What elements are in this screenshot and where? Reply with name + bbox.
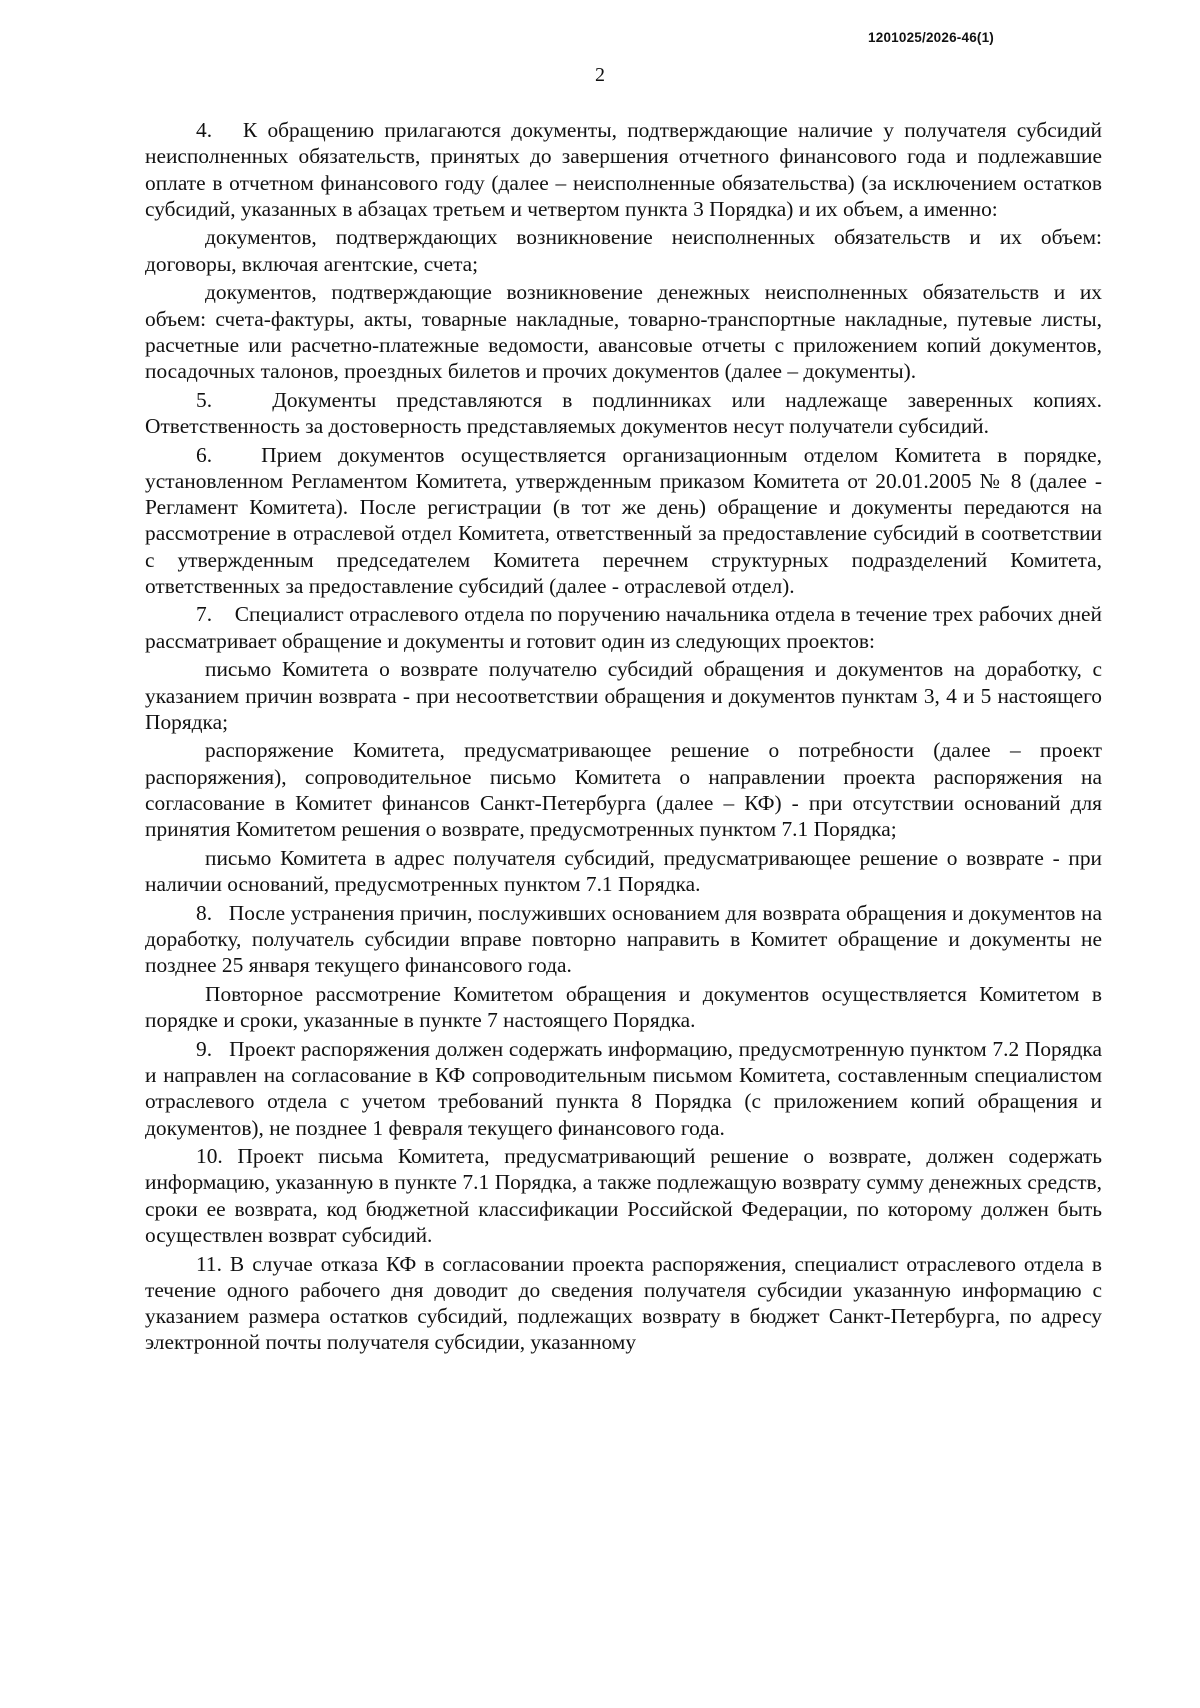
paragraph: письмо Комитета о возврате получателю субсидий обращения и документов на доработку, с указанием причин возврата - при несоответствии обращения и документов пунктам 3, 4 и 5 настоящего Порядка; (145, 657, 1102, 734)
paragraph-item-5: 5. Документы представляются в подлинниках или надлежаще заверенных копиях. Ответственность за достоверность представляемых документов несут получатели субсидий. (145, 387, 1102, 438)
paragraph: документов, подтверждающих возникновение неисполненных обязательств и их объем: договоры, включая агентские, счета; (145, 225, 1102, 276)
paragraph-item-10: 10. Проект письма Комитета, предусматривающий решение о возврате, должен содержать информацию, указанную в пункте 7.1 Порядка, а также подлежащую возврату сумму денежных средств, сроки ее возврата, код бюджетной классификации Российской Федерации, по которому должен быть осуществлен возврат субсидий. (145, 1144, 1102, 1247)
paragraph: письмо Комитета в адрес получателя субсидий, предусматривающее решение о возврате - при наличии оснований, предусмотренных пунктом 7.1 Порядка. (145, 845, 1102, 897)
paragraph-item-6: 6. Прием документов осуществляется организационным отделом Комитета в порядке, установленном Регламентом Комитета, утвержденным приказом Комитета от 20.01.2005 № 8 (далее - Регламент Комитета). После регистрации (в тот же день) обращение и документы передаются на рассмотрение в отраслевой отдел Комитета, ответственный за предоставление субсидий в соответствии с утвержденным председателем Комитета перечнем структурных подразделений Комитета, ответственных за предоставление субсидий (далее - отраслевой отдел). (145, 442, 1102, 598)
paragraph-item-9: 9. Проект распоряжения должен содержать информацию, предусмотренную пунктом 7.2 Порядка и направлен на согласование в КФ сопроводительным письмом Комитета, составленным специалистом отраслевого отдела с учетом требований пункта 8 Порядка (с приложением копий обращения и документов), не позднее 1 февраля текущего финансового года. (145, 1036, 1102, 1140)
paragraph-item-11: 11. В случае отказа КФ в согласовании проекта распоряжения, специалист отраслевого отдела в течение одного рабочего дня доводит до сведения получателя субсидии указанную информацию с указанием размера остатков субсидий, подлежащих возврату в бюджет Санкт-Петербурга, по адресу электронной почты получателя субсидии, указанному (145, 1251, 1102, 1355)
paragraph-item-4: 4. К обращению прилагаются документы, подтверждающие наличие у получателя субсидий неисполненных обязательств, принятых до завершения отчетного финансового года и подлежавшие оплате в отчетном финансового году (далее – неисполненные обязательства) (за исключением остатков субсидий, указанных в абзацах третьем и четвертом пункта 3 Порядка) и их объем, а именно: (145, 118, 1102, 221)
paragraph-item-7: 7. Специалист отраслевого отдела по поручению начальника отдела в течение трех рабочих дней рассматривает обращение и документы и готовит один из следующих проектов: (145, 602, 1102, 653)
paragraph: документов, подтверждающие возникновение денежных неисполненных обязательств и их объем: счета-фактуры, акты, товарные накладные, товарно-транспортные накладные, путевые листы, расчетные или расчетно-платежные ведомости, авансовые отчеты с приложением копий документов, посадочных талонов, проездных билетов и прочих документов (далее – документы). (145, 280, 1102, 384)
page-number: 2 (595, 64, 605, 86)
paragraph: распоряжение Комитета, предусматривающее решение о потребности (далее – проект распоряжения), сопроводительное письмо Комитета о направлении проекта распоряжения на согласование в Комитет финансов Санкт-Петербурга (далее – КФ) - при отсутствии оснований для принятия Комитетом решения о возврате, предусмотренных пунктом 7.1 Порядка; (145, 738, 1102, 842)
paragraph-item-8: 8. После устранения причин, послуживших основанием для возврата обращения и документов на доработку, получатель субсидии вправе повторно направить в Комитет обращение и документы не позднее 25 января текущего финансового года. (145, 900, 1102, 978)
document-body (145, 117, 1102, 1358)
paragraph: Повторное рассмотрение Комитетом обращения и документов осуществляется Комитетом в порядке и сроки, указанные в пункте 7 настоящего Порядка. (145, 981, 1102, 1033)
document-id: 1201025/2026-46(1) (868, 30, 994, 45)
